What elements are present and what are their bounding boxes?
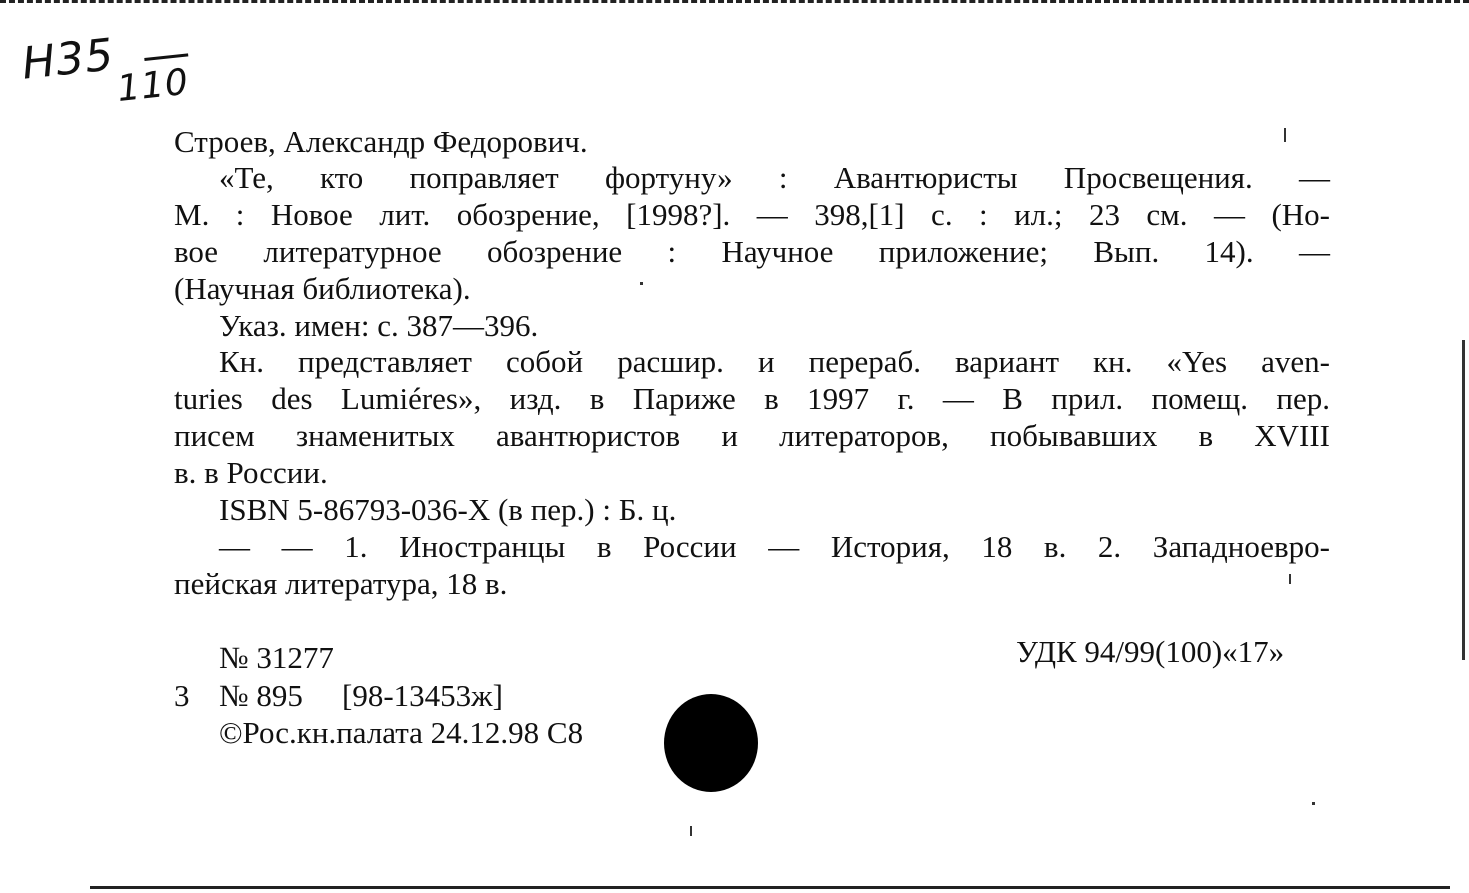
subject-line-2: пейская литература, 18 в. bbox=[174, 566, 508, 601]
speck bbox=[1284, 128, 1286, 142]
record-number: № 31277 bbox=[219, 640, 334, 675]
note-line-2: turies des Lumiéres», изд. в Париже в 1997 г. — В прил. помещ. пер. bbox=[174, 381, 1330, 416]
series-line: вое литературное обозрение : Научное приложение; Вып. 14). — bbox=[174, 234, 1330, 269]
note-line-1: Кн. представляет собой расшир. и перераб. вариант кн. «Yes aven- bbox=[219, 344, 1330, 379]
series-line-2: (Научная библиотека). bbox=[174, 271, 471, 306]
speck bbox=[640, 282, 643, 285]
card-right-border bbox=[1462, 340, 1465, 660]
handwritten-shelfmark bbox=[19, 29, 191, 110]
shelfmark-fraction-bar bbox=[144, 53, 188, 61]
subject-line-1: — — 1. Иностранцы в России — История, 18 в. 2. Западноевро- bbox=[219, 529, 1330, 564]
note-line-3: писем знаменитых авантюристов и литераторов, побывавших в XVIII bbox=[174, 418, 1330, 453]
isbn-line: ISBN 5-86793-036-X (в пер.) : Б. ц. bbox=[219, 492, 677, 527]
title-line: «Те, кто поправляет фортуну» : Авантюристы Просвещения. — bbox=[219, 160, 1330, 195]
author-heading: Строев, Александр Федорович. bbox=[174, 124, 588, 159]
speck bbox=[690, 826, 692, 836]
shelfmark-sub: 110 bbox=[115, 61, 191, 110]
entry-number: № 895 bbox=[219, 678, 303, 713]
card-top-border bbox=[0, 0, 1469, 7]
shelfmark-main: Н35 bbox=[19, 29, 117, 90]
imprint-line: М. : Новое лит. обозрение, [1998?]. — 398,[1] с. : ил.; 23 см. — (Но- bbox=[174, 197, 1330, 232]
udc-code: УДК 94/99(100)«17» bbox=[1016, 634, 1285, 669]
note-line-4: в. в России. bbox=[174, 455, 328, 490]
speck bbox=[1289, 574, 1291, 584]
copy-count: 3 bbox=[174, 678, 190, 713]
ink-blot bbox=[664, 694, 758, 792]
index-note: Указ. имен: с. 387—396. bbox=[219, 308, 539, 343]
card-bottom-border bbox=[90, 886, 1450, 889]
order-code: [98-13453ж] bbox=[342, 678, 503, 713]
chamber-imprint: ©Рос.кн.палата 24.12.98 С8 bbox=[219, 715, 584, 750]
speck bbox=[1312, 802, 1315, 805]
